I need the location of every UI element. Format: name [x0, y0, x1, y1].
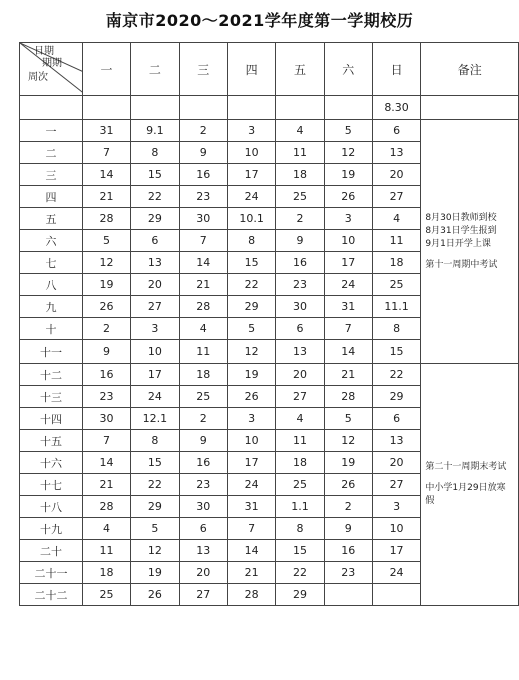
date-cell: 21	[324, 364, 372, 386]
date-cell: 4	[372, 208, 421, 230]
pre-week-row	[20, 96, 519, 120]
date-cell: 9	[179, 142, 227, 164]
week-label: 十一	[20, 340, 83, 364]
date-cell: 30	[179, 208, 227, 230]
date-cell: 20	[372, 164, 421, 186]
remark-line: 中小学1月29日放寒假	[425, 483, 506, 506]
week-label: 九	[20, 296, 83, 318]
date-cell: 25	[179, 386, 227, 408]
date-cell: 28	[324, 386, 372, 408]
date-cell: 9	[179, 430, 227, 452]
remark-line: 第二十一周期末考试	[425, 462, 507, 472]
date-cell: 8	[372, 318, 421, 340]
date-cell: 19	[324, 164, 372, 186]
remark-line: 第十一周期中考试	[425, 259, 498, 270]
date-cell: 27	[372, 474, 421, 496]
week-label: 十八	[20, 496, 83, 518]
date-cell: 10	[324, 230, 372, 252]
week-label: 四	[20, 186, 83, 208]
date-cell: 27	[276, 386, 324, 408]
week-label: 二十	[20, 540, 83, 562]
date-cell: 11	[276, 142, 324, 164]
date-cell: 4	[276, 120, 324, 142]
date-cell: 7	[179, 230, 227, 252]
date-cell: 26	[131, 584, 180, 606]
date-cell: 25	[276, 474, 324, 496]
corner-label-week: 周次	[28, 72, 48, 83]
date-cell: 6	[372, 120, 421, 142]
date-cell: 13	[179, 540, 227, 562]
week-label: 十二	[20, 364, 83, 386]
date-cell: 13	[276, 340, 324, 364]
date-cell: 17	[227, 164, 276, 186]
date-cell: 1.1	[276, 496, 324, 518]
date-cell: 8	[131, 430, 180, 452]
date-cell: 17	[227, 452, 276, 474]
date-cell: 16	[179, 452, 227, 474]
remark-line: 9月1日开学上课	[425, 238, 491, 249]
date-cell	[324, 96, 372, 120]
date-cell: 15	[131, 164, 180, 186]
date-cell: 21	[179, 274, 227, 296]
date-cell: 23	[179, 474, 227, 496]
date-cell: 2	[179, 120, 227, 142]
date-cell: 2	[83, 318, 131, 340]
date-cell: 7	[324, 318, 372, 340]
date-cell: 9	[83, 340, 131, 364]
date-cell	[227, 96, 276, 120]
date-cell: 11	[372, 230, 421, 252]
date-cell: 17	[324, 252, 372, 274]
date-cell: 16	[179, 164, 227, 186]
date-cell: 15	[131, 452, 180, 474]
date-cell: 21	[83, 474, 131, 496]
remarks-header: 备注	[421, 43, 519, 96]
date-cell: 6	[372, 408, 421, 430]
date-cell: 22	[227, 274, 276, 296]
date-cell: 8	[131, 142, 180, 164]
date-cell: 29	[131, 496, 180, 518]
week-label: 十九	[20, 518, 83, 540]
date-cell: 6	[179, 518, 227, 540]
week-label: 一	[20, 120, 83, 142]
date-cell: 20	[276, 364, 324, 386]
date-cell: 7	[227, 518, 276, 540]
date-cell: 21	[227, 562, 276, 584]
date-cell: 5	[227, 318, 276, 340]
date-cell: 10.1	[227, 208, 276, 230]
week-label: 二十二	[20, 584, 83, 606]
date-cell: 20	[179, 562, 227, 584]
date-cell: 28	[83, 208, 131, 230]
date-cell	[83, 96, 131, 120]
date-cell: 25	[276, 186, 324, 208]
date-cell: 7	[83, 430, 131, 452]
date-cell: 2	[276, 208, 324, 230]
day-header: 四	[227, 43, 276, 96]
date-cell: 28	[227, 584, 276, 606]
date-cell: 23	[276, 274, 324, 296]
date-cell: 23	[324, 562, 372, 584]
day-header: 三	[179, 43, 227, 96]
date-cell: 26	[324, 186, 372, 208]
date-cell: 14	[83, 452, 131, 474]
date-cell: 29	[276, 584, 324, 606]
week-label: 六	[20, 230, 83, 252]
header-row	[20, 43, 519, 96]
date-cell: 16	[324, 540, 372, 562]
date-cell: 6	[276, 318, 324, 340]
date-cell: 12	[324, 430, 372, 452]
date-cell: 2	[324, 496, 372, 518]
date-cell	[324, 584, 372, 606]
date-cell: 10	[227, 430, 276, 452]
remark-line	[425, 251, 514, 259]
date-cell: 18	[179, 364, 227, 386]
date-cell: 5	[324, 120, 372, 142]
date-cell: 17	[131, 364, 180, 386]
date-cell: 9	[324, 518, 372, 540]
date-cell: 4	[83, 518, 131, 540]
corner-label-date: 日期	[34, 46, 54, 57]
week-label: 五	[20, 208, 83, 230]
date-cell: 16	[276, 252, 324, 274]
date-cell: 24	[372, 562, 421, 584]
date-cell: 10	[131, 340, 180, 364]
date-cell: 13	[131, 252, 180, 274]
date-cell: 4	[276, 408, 324, 430]
date-cell: 3	[372, 496, 421, 518]
week-label: 二十一	[20, 562, 83, 584]
date-cell: 11	[83, 540, 131, 562]
date-cell: 5	[324, 408, 372, 430]
remark-line: 8月30日教师到校	[425, 212, 497, 223]
date-cell: 23	[179, 186, 227, 208]
date-cell: 12	[324, 142, 372, 164]
date-cell: 14	[227, 540, 276, 562]
week-row	[20, 120, 519, 142]
date-cell: 11.1	[372, 296, 421, 318]
date-cell: 22	[372, 364, 421, 386]
date-cell: 30	[83, 408, 131, 430]
date-cell: 27	[179, 584, 227, 606]
date-cell: 12.1	[131, 408, 180, 430]
date-cell	[179, 96, 227, 120]
date-cell: 10	[227, 142, 276, 164]
day-header: 六	[324, 43, 372, 96]
date-cell: 7	[83, 142, 131, 164]
date-cell: 12	[83, 252, 131, 274]
day-header: 日	[372, 43, 421, 96]
date-cell: 12	[131, 540, 180, 562]
date-cell: 30	[179, 496, 227, 518]
date-cell: 15	[372, 340, 421, 364]
date-cell: 25	[83, 584, 131, 606]
date-cell: 2	[179, 408, 227, 430]
date-cell: 29	[227, 296, 276, 318]
page-title: 南京市2020～2021学年度第一学期校历	[105, 11, 414, 30]
date-cell: 27	[372, 186, 421, 208]
date-cell: 14	[83, 164, 131, 186]
week-label: 十七	[20, 474, 83, 496]
remarks-cell-semester-start	[421, 120, 519, 364]
date-cell: 3	[227, 120, 276, 142]
remark-line	[425, 474, 514, 482]
date-cell: 8	[227, 230, 276, 252]
date-cell: 18	[83, 562, 131, 584]
remark-line: 8月31日学生报到	[425, 225, 497, 236]
date-cell: 24	[227, 186, 276, 208]
date-cell: 9	[276, 230, 324, 252]
date-cell: 22	[276, 562, 324, 584]
date-cell: 14	[324, 340, 372, 364]
week-label: 十五	[20, 430, 83, 452]
week-label: 三	[20, 164, 83, 186]
date-cell: 31	[227, 496, 276, 518]
date-cell: 14	[179, 252, 227, 274]
date-cell: 18	[276, 164, 324, 186]
week-label: 十四	[20, 408, 83, 430]
date-cell: 6	[131, 230, 180, 252]
week-label: 二	[20, 142, 83, 164]
date-cell: 22	[131, 474, 180, 496]
corner-label-period: 期期	[42, 58, 62, 69]
date-cell: 31	[83, 120, 131, 142]
date-cell: 22	[131, 186, 180, 208]
week-label: 十	[20, 318, 83, 340]
date-cell: 26	[227, 386, 276, 408]
week-label: 七	[20, 252, 83, 274]
date-cell: 13	[372, 142, 421, 164]
date-cell: 18	[276, 452, 324, 474]
date-cell: 8	[276, 518, 324, 540]
date-cell: 3	[324, 208, 372, 230]
date-cell: 28	[179, 296, 227, 318]
remarks-cell-empty	[421, 96, 519, 120]
date-cell: 8.30	[372, 96, 421, 120]
date-cell: 19	[227, 364, 276, 386]
date-cell: 24	[131, 386, 180, 408]
date-cell: 17	[372, 540, 421, 562]
day-header: 五	[276, 43, 324, 96]
date-cell: 19	[83, 274, 131, 296]
remarks-cell-semester-end	[421, 364, 519, 606]
date-cell: 26	[83, 296, 131, 318]
date-cell: 5	[83, 230, 131, 252]
corner-cell	[20, 43, 83, 96]
date-cell: 16	[83, 364, 131, 386]
date-cell: 3	[131, 318, 180, 340]
date-cell: 19	[131, 562, 180, 584]
date-cell: 24	[324, 274, 372, 296]
date-cell	[276, 96, 324, 120]
date-cell: 3	[227, 408, 276, 430]
week-label: 十三	[20, 386, 83, 408]
date-cell: 18	[372, 252, 421, 274]
date-cell: 20	[131, 274, 180, 296]
date-cell: 25	[372, 274, 421, 296]
week-label	[20, 96, 83, 120]
date-cell: 19	[324, 452, 372, 474]
week-label: 十六	[20, 452, 83, 474]
date-cell: 31	[324, 296, 372, 318]
date-cell: 5	[131, 518, 180, 540]
date-cell: 26	[324, 474, 372, 496]
date-cell: 12	[227, 340, 276, 364]
date-cell: 15	[227, 252, 276, 274]
week-label: 八	[20, 274, 83, 296]
date-cell: 9.1	[131, 120, 180, 142]
date-cell: 24	[227, 474, 276, 496]
date-cell: 11	[276, 430, 324, 452]
date-cell: 30	[276, 296, 324, 318]
date-cell: 23	[83, 386, 131, 408]
day-header: 一	[83, 43, 131, 96]
date-cell: 10	[372, 518, 421, 540]
day-header: 二	[131, 43, 180, 96]
calendar-table	[19, 42, 519, 606]
date-cell: 20	[372, 452, 421, 474]
date-cell: 21	[83, 186, 131, 208]
date-cell	[131, 96, 180, 120]
date-cell: 15	[276, 540, 324, 562]
date-cell	[372, 584, 421, 606]
date-cell: 4	[179, 318, 227, 340]
date-cell: 11	[179, 340, 227, 364]
date-cell: 28	[83, 496, 131, 518]
week-row	[20, 364, 519, 386]
date-cell: 29	[131, 208, 180, 230]
date-cell: 27	[131, 296, 180, 318]
date-cell: 13	[372, 430, 421, 452]
date-cell: 29	[372, 386, 421, 408]
